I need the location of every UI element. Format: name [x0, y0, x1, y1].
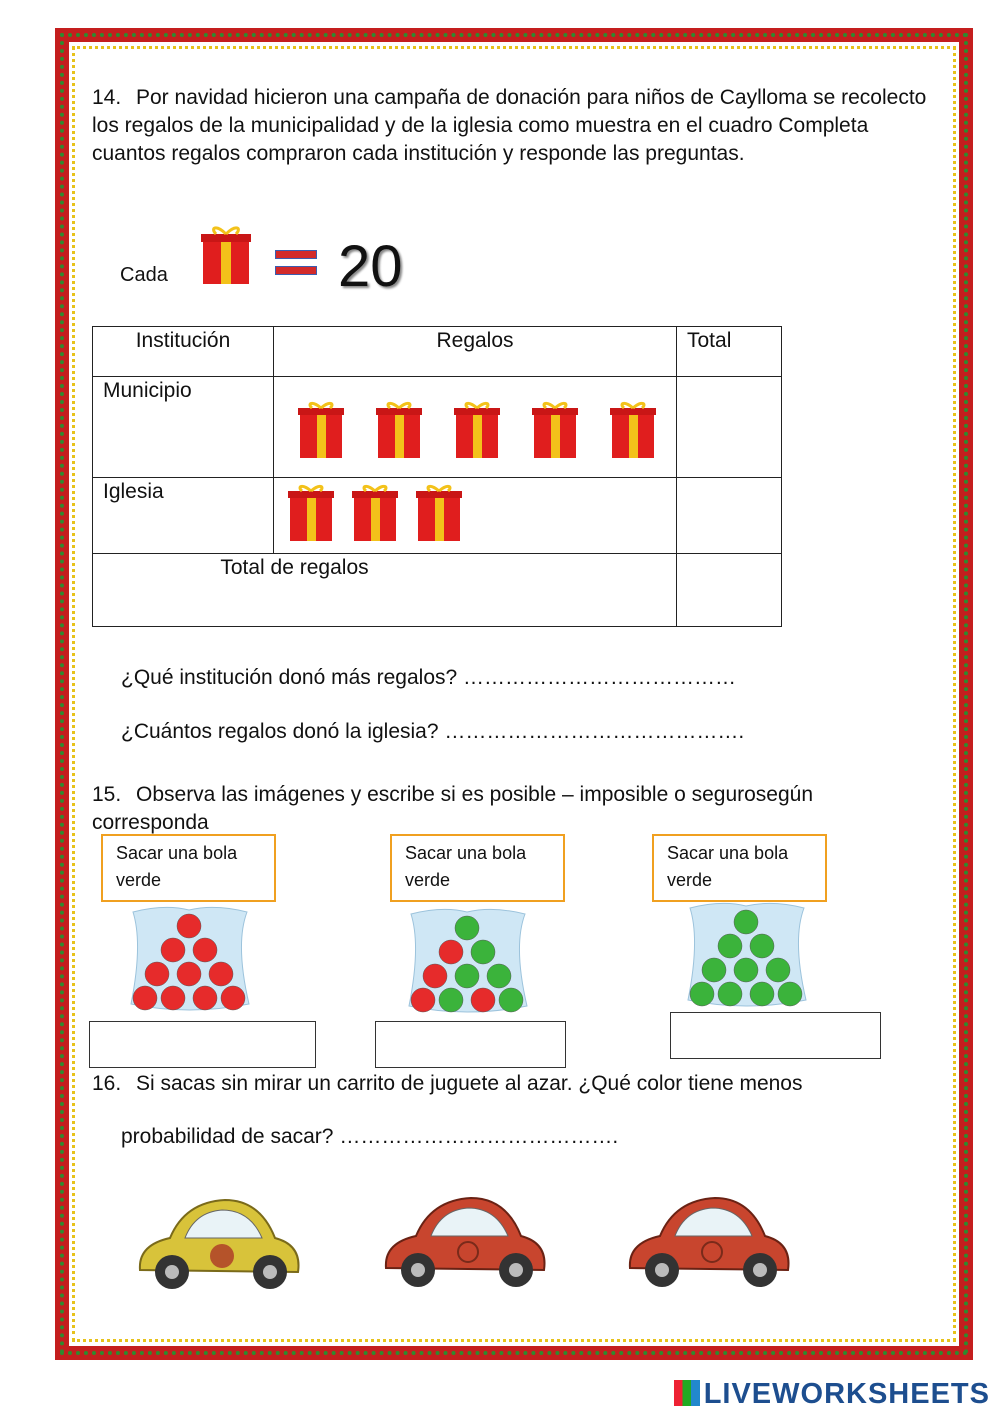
ball [177, 914, 201, 938]
total-label: Total de regalos [93, 554, 677, 627]
ball [778, 982, 802, 1006]
brand-footer [674, 1378, 990, 1411]
ball [471, 988, 495, 1012]
question-number: 14. [92, 86, 122, 109]
question-16-line2: probabilidad de sacar? …………………………………. [121, 1125, 619, 1148]
question-text: Observa las imágenes y escribe si es posible – imposible o segurosegún corresponda [92, 783, 814, 834]
car-red-2 [620, 1188, 795, 1293]
row-gifts-municipio [274, 377, 677, 478]
jar-mixed-balls [403, 906, 533, 1014]
ball [221, 986, 245, 1010]
ball [439, 988, 463, 1012]
ball [471, 940, 495, 964]
total-input-municipio[interactable] [677, 377, 782, 478]
equals-sign [275, 250, 317, 282]
row-name-iglesia: Iglesia [93, 478, 274, 554]
question-16 [92, 1070, 932, 1098]
ball [766, 958, 790, 982]
answer-box-2[interactable] [375, 1021, 566, 1068]
gifts-table [92, 326, 782, 627]
ball [718, 934, 742, 958]
key-label: Cada [120, 264, 168, 286]
row-name-municipio: Municipio [93, 377, 274, 478]
ball [718, 982, 742, 1006]
gift-icon [610, 401, 656, 459]
brand-name: LIVEWORKSHEETS [703, 1378, 990, 1410]
question-institucion: ¿Qué institución donó más regalos? ………………………………… [121, 666, 737, 689]
prompt-box-1: Sacar una bola verde [101, 834, 276, 902]
jar-green-balls [682, 900, 812, 1008]
gift-icon [352, 484, 398, 542]
car-yellow [130, 1190, 305, 1295]
car-red-1 [376, 1188, 551, 1293]
gift-icon [416, 484, 462, 542]
ball [690, 982, 714, 1006]
ball [193, 938, 217, 962]
prompt-box-2: Sacar una bola verde [390, 834, 565, 902]
ball [411, 988, 435, 1012]
key-value: 20 [338, 234, 403, 299]
question-number: 15. [92, 783, 122, 806]
question-iglesia: ¿Cuántos regalos donó la iglesia? ……………………………………. [121, 720, 745, 743]
gift-icon [288, 484, 334, 542]
brand-logo-icon [674, 1380, 700, 1406]
header-total: Total [677, 327, 782, 377]
ball [193, 986, 217, 1010]
gift-icon [200, 224, 252, 286]
header-regalos: Regalos [274, 327, 677, 377]
ball [177, 962, 201, 986]
jar-red-balls [125, 904, 265, 1014]
ball [161, 986, 185, 1010]
ball [209, 962, 233, 986]
question-text: Si sacas sin mirar un carrito de juguete al azar. ¿Qué color tiene menos [136, 1072, 803, 1095]
total-input-iglesia[interactable] [677, 478, 782, 554]
question-15 [92, 781, 932, 837]
prompt-box-3: Sacar una bola verde [652, 834, 827, 902]
gift-icon [454, 401, 500, 459]
ball [133, 986, 157, 1010]
ball [455, 916, 479, 940]
ball [734, 958, 758, 982]
row-gifts-iglesia [274, 478, 677, 554]
ball [145, 962, 169, 986]
gift-icon [298, 401, 344, 459]
ball [750, 982, 774, 1006]
ball [750, 934, 774, 958]
answer-box-3[interactable] [670, 1012, 881, 1059]
question-14 [92, 84, 932, 168]
question-text: Por navidad hicieron una campaña de donación para niños de Caylloma se recolecto los regalos de la municipalidad y de la iglesia como muestra en el cuadro Completa cuantos regalos compraron cada institución y responde las preguntas. [92, 86, 927, 165]
ball [702, 958, 726, 982]
gift-icon [376, 401, 422, 459]
gift-icon [532, 401, 578, 459]
ball [487, 964, 511, 988]
question-number: 16. [92, 1072, 122, 1095]
ball [423, 964, 447, 988]
ball [499, 988, 523, 1012]
total-input-all[interactable] [677, 554, 782, 627]
answer-box-1[interactable] [89, 1021, 316, 1068]
header-institucion: Institución [93, 327, 274, 377]
ball [455, 964, 479, 988]
ball [734, 910, 758, 934]
ball [439, 940, 463, 964]
ball [161, 938, 185, 962]
